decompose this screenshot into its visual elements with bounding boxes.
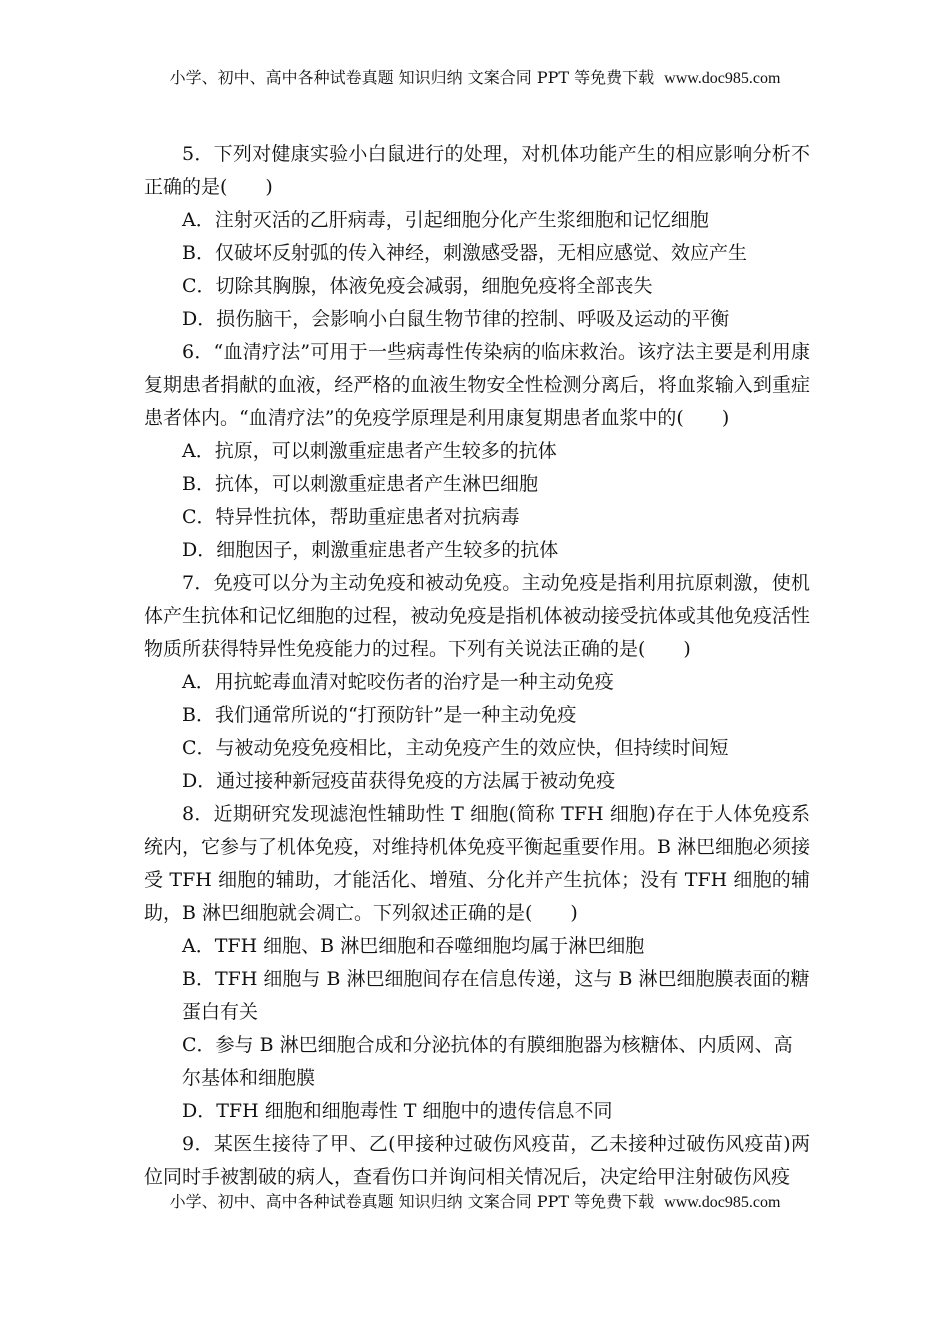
option-a: A．抗原，可以刺激重症患者产生较多的抗体 bbox=[182, 440, 557, 462]
question-8 bbox=[144, 798, 810, 1128]
question-6 bbox=[144, 336, 810, 567]
option-c: C．与被动免疫免疫相比，主动免疫产生的效应快，但持续时间短 bbox=[182, 737, 729, 759]
option-a: A．注射灭活的乙肝病毒，引起细胞分化产生浆细胞和记忆细胞 bbox=[182, 209, 709, 231]
question-stem: 7．免疫可以分为主动免疫和被动免疫。主动免疫是指利用抗原刺激，使机体产生抗体和记忆细胞的过程，被动免疫是指机体被动接受抗体或其他免疫活性物质所获得特异性免疫能力的过程。下列有关说法正确的是( ) bbox=[144, 572, 810, 660]
footer-text: 小学、初中、高中各种试卷真题 知识归纳 文案合同 PPT 等免费下载 bbox=[169, 1192, 655, 1211]
option-a: A．TFH 细胞、B 淋巴细胞和吞噬细胞均属于淋巴细胞 bbox=[182, 935, 645, 957]
option-c: C．参与 B 淋巴细胞合成和分泌抗体的有膜细胞器为核糖体、内质网、高尔基体和细胞膜 bbox=[182, 1034, 793, 1089]
header-text: 小学、初中、高中各种试卷真题 知识归纳 文案合同 PPT 等免费下载 bbox=[169, 68, 655, 87]
question-stem: 8．近期研究发现滤泡性辅助性 T 细胞(简称 TFH 细胞)存在于人体免疫系统内，它参与了机体免疫，对维持机体免疫平衡起重要作用。B 淋巴细胞必须接受 TFH 细胞的辅助，才能活化、增殖、分化并产生抗体；没有 TFH 细胞的辅助，B 淋巴细胞就会凋亡。下列叙述正确的是( ) bbox=[144, 803, 811, 924]
footer-url[interactable]: www.doc985.com bbox=[664, 1194, 781, 1211]
option-b: B．仅破坏反射弧的传入神经，刺激感受器，无相应感觉、效应产生 bbox=[182, 242, 747, 264]
option-a: A．用抗蛇毒血清对蛇咬伤者的治疗是一种主动免疫 bbox=[182, 671, 614, 693]
option-b: B．我们通常所说的“打预防针”是一种主动免疫 bbox=[182, 704, 577, 726]
option-d: D．损伤脑干，会影响小白鼠生物节律的控制、呼吸及运动的平衡 bbox=[182, 308, 730, 330]
question-list bbox=[144, 138, 810, 1194]
option-b: B．TFH 细胞与 B 淋巴细胞间存在信息传递，这与 B 淋巴细胞膜表面的糖蛋白有关 bbox=[182, 968, 810, 1023]
option-d: D．通过接种新冠疫苗获得免疫的方法属于被动免疫 bbox=[182, 770, 616, 792]
question-5 bbox=[144, 138, 810, 336]
footer-banner bbox=[0, 1192, 950, 1213]
option-c: C．特异性抗体，帮助重症患者对抗病毒 bbox=[182, 506, 520, 528]
option-b: B．抗体，可以刺激重症患者产生淋巴细胞 bbox=[182, 473, 538, 495]
question-stem: 5．下列对健康实验小白鼠进行的处理，对机体功能产生的相应影响分析不正确的是( ) bbox=[144, 143, 810, 198]
option-d: D．TFH 细胞和细胞毒性 T 细胞中的遗传信息不同 bbox=[182, 1100, 613, 1122]
option-c: C．切除其胸腺，体液免疫会减弱，细胞免疫将全部丧失 bbox=[182, 275, 653, 297]
option-d: D．细胞因子，刺激重症患者产生较多的抗体 bbox=[182, 539, 559, 561]
header-url[interactable]: www.doc985.com bbox=[664, 70, 781, 87]
question-9 bbox=[144, 1128, 810, 1194]
question-stem: 9．某医生接待了甲、乙(甲接种过破伤风疫苗，乙未接种过破伤风疫苗)两位同时手被割破的病人，查看伤口并询问相关情况后，决定给甲注射破伤风疫 bbox=[144, 1133, 810, 1188]
question-7 bbox=[144, 567, 810, 798]
question-stem: 6．“血清疗法”可用于一些病毒性传染病的临床救治。该疗法主要是利用康复期患者捐献的血液，经严格的血液生物安全性检测分离后，将血浆输入到重症患者体内。“血清疗法”的免疫学原理是利用康复期患者血浆中的( ) bbox=[144, 341, 810, 429]
header-banner bbox=[0, 68, 950, 89]
